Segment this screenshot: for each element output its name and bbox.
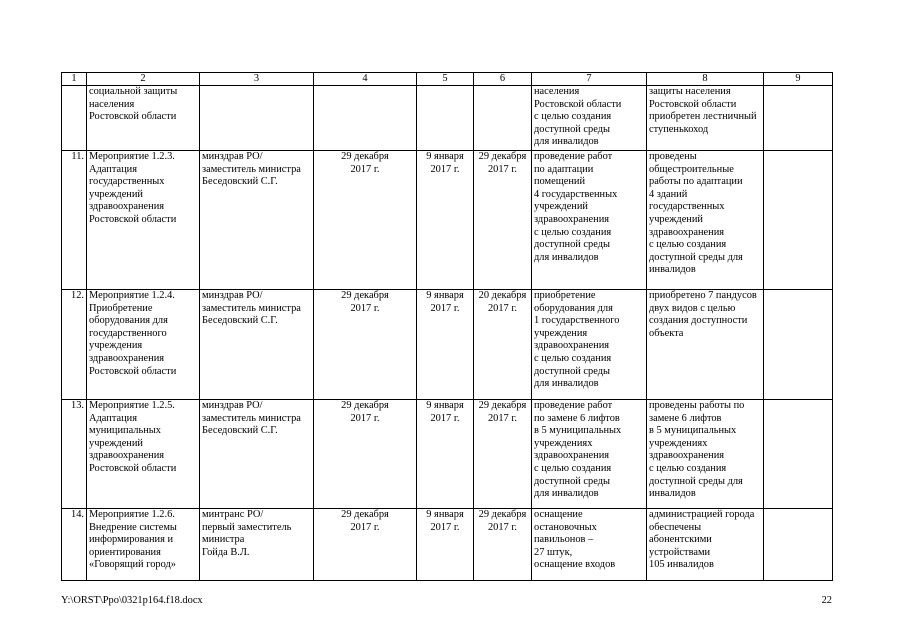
- start-date-cell: 9 января 2017 г.: [417, 400, 474, 509]
- notes-cell: [764, 86, 833, 151]
- end-date-cell: 29 декабря 2017 г.: [474, 509, 532, 581]
- col-header-7: 7: [532, 73, 647, 86]
- responsible-cell: [200, 86, 314, 151]
- event-cell: Мероприятие 1.2.6. Внедрение системы информирования и ориентирования «Говорящий город»: [87, 509, 200, 581]
- end-date-cell: 29 декабря 2017 г.: [474, 400, 532, 509]
- planned-date-cell: 29 декабря 2017 г.: [314, 400, 417, 509]
- end-date-cell: [474, 86, 532, 151]
- document-table: [61, 72, 833, 581]
- start-date-cell: [417, 86, 474, 151]
- actual-result-cell: администрацией города обеспечены абонентскими устройствами 105 инвалидов: [647, 509, 764, 581]
- table-row: [62, 151, 833, 290]
- notes-cell: [764, 509, 833, 581]
- responsible-cell: минздрав РО/ заместитель министра Беседовский С.Г.: [200, 400, 314, 509]
- table-row: [62, 509, 833, 581]
- table-row: [62, 400, 833, 509]
- event-cell: социальной защиты населения Ростовской области: [87, 86, 200, 151]
- responsible-cell: минздрав РО/ заместитель министра Беседовский С.Г.: [200, 151, 314, 290]
- planned-date-cell: [314, 86, 417, 151]
- start-date-cell: 9 января 2017 г.: [417, 290, 474, 400]
- row-number: [62, 86, 87, 151]
- event-cell: Мероприятие 1.2.4. Приобретение оборудования для государственного учреждения здравоохранения Ростовской области: [87, 290, 200, 400]
- column-number-row: [62, 73, 833, 86]
- end-date-cell: 20 декабря 2017 г.: [474, 290, 532, 400]
- responsible-cell: минтранс РО/ первый заместитель министра Гойда В.Л.: [200, 509, 314, 581]
- expected-result-cell: оснащение остановочных павильонов – 27 штук, оснащение входов: [532, 509, 647, 581]
- actual-result-cell: защиты населения Ростовской области приобретен лестничный ступенькоход: [647, 86, 764, 151]
- responsible-cell: минздрав РО/ заместитель министра Беседовский С.Г.: [200, 290, 314, 400]
- row-number: 14.: [62, 509, 87, 581]
- expected-result-cell: приобретение оборудования для 1 государственного учреждения здравоохранения с целью создания доступной среды для инвалидов: [532, 290, 647, 400]
- planned-date-cell: 29 декабря 2017 г.: [314, 290, 417, 400]
- row-number: 13.: [62, 400, 87, 509]
- event-cell: Мероприятие 1.2.3. Адаптация государственных учреждений здравоохранения Ростовской области: [87, 151, 200, 290]
- expected-result-cell: проведение работ по адаптации помещений 4 государственных учреждений здравоохранения с целью создания доступной среды для инвалидов: [532, 151, 647, 290]
- start-date-cell: 9 января 2017 г.: [417, 151, 474, 290]
- actual-result-cell: приобретено 7 пандусов двух видов с целью создания доступности объекта: [647, 290, 764, 400]
- table-row: [62, 86, 833, 151]
- actual-result-cell: проведены работы по замене 6 лифтов в 5 муниципальных учреждениях здравоохранения с целью создания доступной среды для инвалидов: [647, 400, 764, 509]
- col-header-8: 8: [647, 73, 764, 86]
- expected-result-cell: проведение работ по замене 6 лифтов в 5 муниципальных учреждениях здравоохранения с целью создания доступной среды для инвалидов: [532, 400, 647, 509]
- planned-date-cell: 29 декабря 2017 г.: [314, 509, 417, 581]
- col-header-3: 3: [200, 73, 314, 86]
- row-number: 11.: [62, 151, 87, 290]
- actual-result-cell: проведены общестроительные работы по адаптации 4 зданий государственных учреждений здравоохранения с целью создания доступной среды для инвалидов: [647, 151, 764, 290]
- notes-cell: [764, 290, 833, 400]
- event-cell: Мероприятие 1.2.5. Адаптация муниципальных учреждений здравоохранения Ростовской области: [87, 400, 200, 509]
- page-number: 22: [821, 595, 832, 606]
- col-header-1: 1: [62, 73, 87, 86]
- start-date-cell: 9 января 2017 г.: [417, 509, 474, 581]
- notes-cell: [764, 151, 833, 290]
- col-header-2: 2: [87, 73, 200, 86]
- col-header-6: 6: [474, 73, 532, 86]
- notes-cell: [764, 400, 833, 509]
- col-header-5: 5: [417, 73, 474, 86]
- expected-result-cell: населения Ростовской области с целью создания доступной среды для инвалидов: [532, 86, 647, 151]
- row-number: 12.: [62, 290, 87, 400]
- col-header-4: 4: [314, 73, 417, 86]
- table-row: [62, 290, 833, 400]
- planned-date-cell: 29 декабря 2017 г.: [314, 151, 417, 290]
- col-header-9: 9: [764, 73, 833, 86]
- footer-file-path: Y:\ORST\Ppo\0321p164.f18.docx: [61, 595, 203, 606]
- end-date-cell: 29 декабря 2017 г.: [474, 151, 532, 290]
